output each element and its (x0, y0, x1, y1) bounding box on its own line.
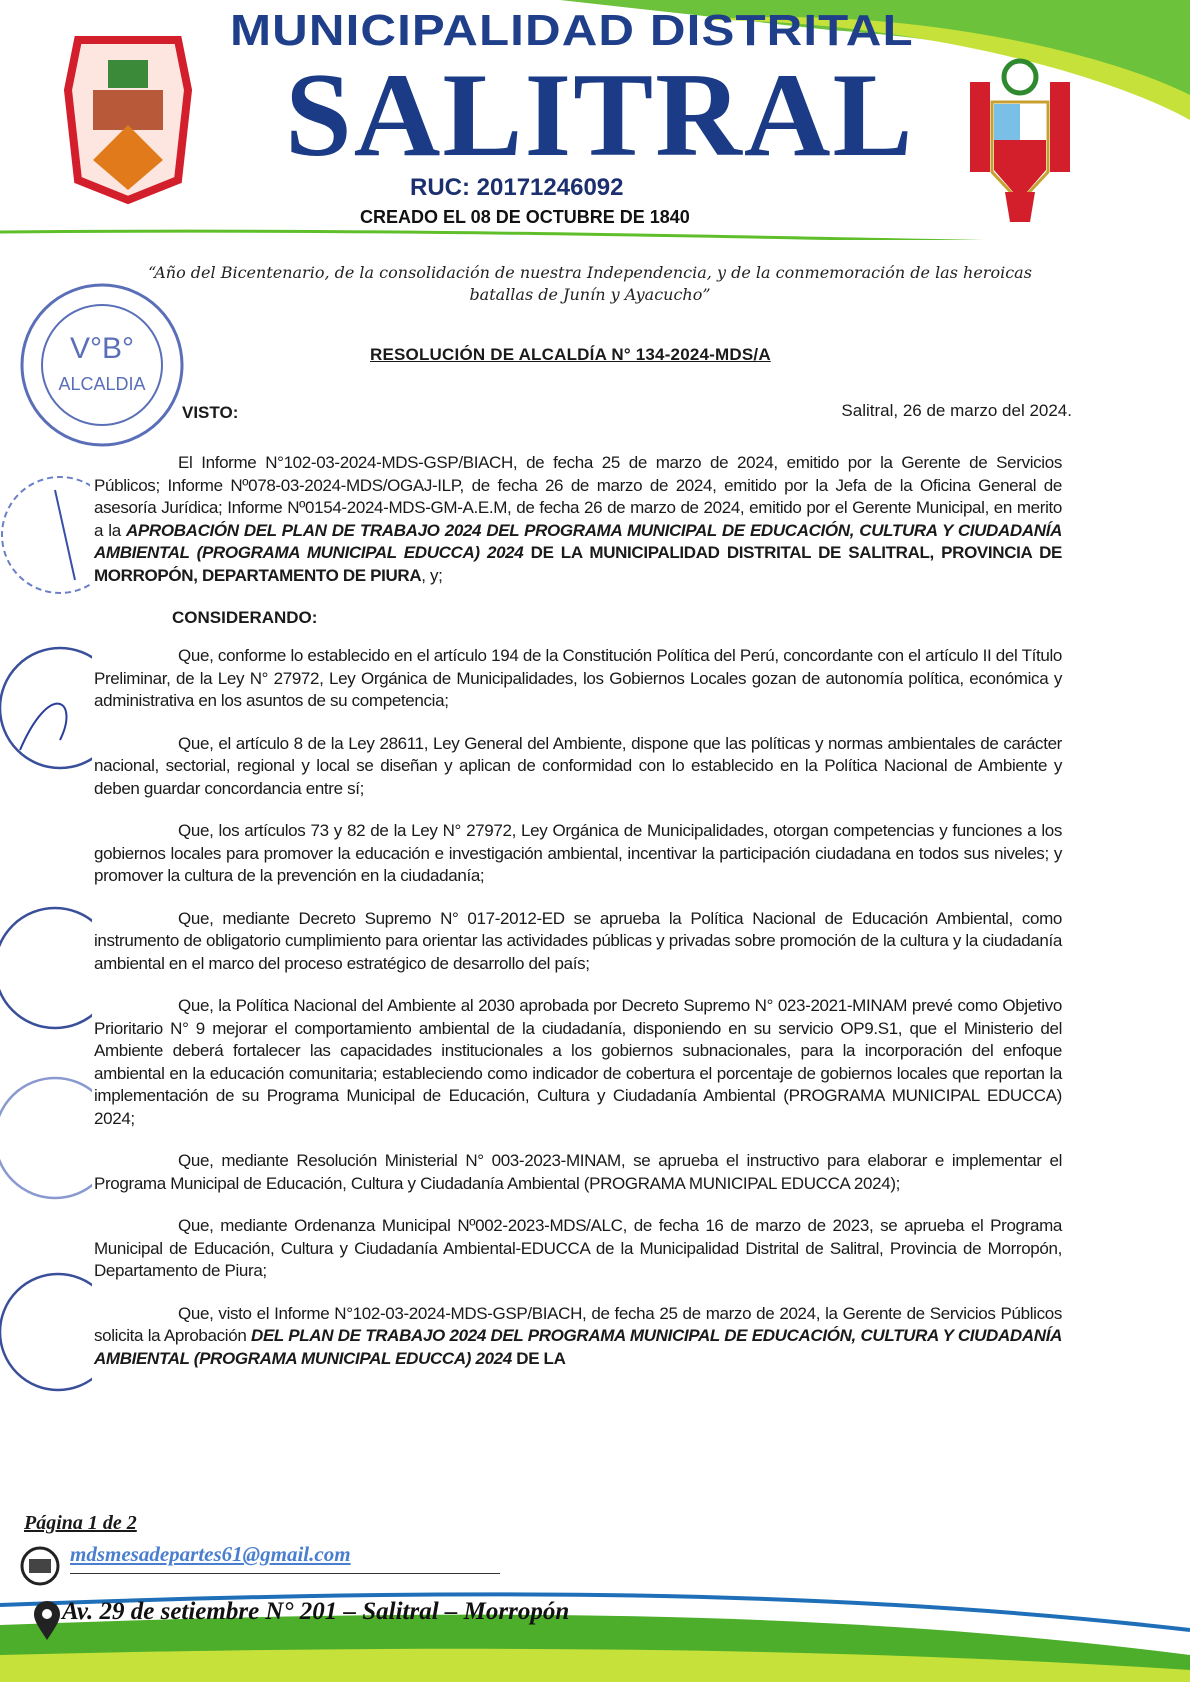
asesoria-juridica-stamp (0, 1070, 92, 1205)
considerando-paragraph: Que, conforme lo establecido en el artículo 194 de la Constitución Política del Perú, concordante con el artículo II del Título Preliminar, de la Ley N° 27972, Ley Orgánica de Municipalidades, los Gobiernos Locales gozan de autonomía política, económica y administrativa en los asuntos de su competencia; (94, 646, 1062, 710)
considerando-paragraph: Que, la Política Nacional del Ambiente al 2030 aprobada por Decreto Supremo N° 023-2021-MINAM prevé como Objetivo Prioritario N° 9 mejorar el comportamiento ambiental de la ciudadanía, disponiendo en su servicio OP9.S1, que el Ministerio del Ambiente deberá fortalecer las capacidades institucionales a los gobiernos subnacionales, para la incorporación del enfoque ambiental en la educación comunitaria; estableciendo como indicador de cobertura el porcentaje de gobiernos locales que reportan la implementación de su Programa Municipal de Educación, Cultura y Ciudadanía Ambiental (PROGRAMA MUNICIPAL EDUCCA) 2024; (94, 996, 1062, 1128)
secretaria-general-stamp (0, 1270, 92, 1400)
peru-coat-of-arms-logo (960, 52, 1080, 227)
considerando-paragraph: Que, mediante Decreto Supremo N° 017-2012-ED se aprueba la Política Nacional de Educación Ambiental, como instrumento de obligatorio cumplimiento para orientar las actividades públicas y privadas sobre promoción de la cultura y la ciudadanía ambiental en el marco del proceso estratégico de desarrollo del país; (94, 908, 1062, 973)
resolution-title: RESOLUCIÓN DE ALCALDÍA N° 134-2024-MDS/A (370, 345, 771, 364)
planeamiento-stamp (0, 900, 92, 1035)
considerando-label: CONSIDERANDO: (172, 608, 318, 627)
location-pin-icon (32, 1600, 62, 1642)
footer-address: Av. 29 de setiembre N° 201 – Salitral – Morropón (62, 1598, 570, 1625)
svg-text:ALCALDIA: ALCALDIA (58, 374, 146, 394)
year-motto: “Año del Bicentenario, de la consolidación de nuestra Independencia, y de la conmemoración de las heroicas batallas de Junín y Ayacucho” (148, 263, 1032, 304)
ruc-number: RUC: 20171246092 (410, 174, 624, 201)
org-line: MUNICIPALIDAD DISTRITAL (230, 6, 914, 55)
considerando-paragraph: Que, mediante Ordenanza Municipal Nº002-2023-MDS/ALC, de fecha 16 de marzo de 2023, se aprueba el Programa Municipal de Educación, Cultura y Ciudadanía Ambiental-EDUCCA de la Municipalidad Distrital de Salitral, Provincia de Morropón, Departamento de Piura; (94, 1216, 1062, 1280)
considerando-paragraph: Que, visto el Informe N°102-03-2024-MDS-GSP/BIACH, de fecha 25 de marzo de 2024, la Gerente de Servicios Públicos solicita la Aprobación DEL PLAN DE TRABAJO 2024 DEL PROGRAMA MUNICIPAL DE EDUCACIÓN, CULTURA Y CIUDADANÍA AMBIENTAL (PROGRAMA MUNICIPAL EDUCCA) 2024 DE LA (94, 1303, 1062, 1368)
alcaldia-stamp (15, 280, 190, 450)
visto-label: VISTO: (182, 403, 239, 422)
resolution-date: Salitral, 26 de marzo del 2024. (841, 401, 1072, 420)
resolution-body (94, 452, 1062, 1390)
divider (70, 1573, 500, 1574)
footer-email[interactable]: mdsmesadepartes61@gmail.com (70, 1542, 351, 1566)
considerando-paragraph: Que, mediante Resolución Ministerial N° 003-2023-MINAM, se aprueba el instructivo para elaborar e implementar el Programa Municipal de Educación, Cultura y Ciudadanía Ambiental (PROGRAMA MUNICIPAL EDUCCA 2024); (94, 1151, 1062, 1193)
visto-paragraph: El Informe N°102-03-2024-MDS-GSP/BIACH, de fecha 25 de marzo de 2024, emitido por la Gerente de Servicios Públicos; Informe Nº078-03-2024-MDS/OGAJ-ILP, de fecha 26 de marzo de 2024, emitido por la Jefa de la Oficina General de asesoría Jurídica; Informe Nº0154-2024-MDS-GM-A.E.M, de fecha 26 de marzo de 2024, emitido por el Gerente Municipal, en merito a la APROBACIÓN DEL PLAN DE TRABAJO 2024 DEL PROGRAMA MUNICIPAL DE EDUCACIÓN, CULTURA Y CIUDADANÍA AMBIENTAL (PROGRAMA MUNICIPAL EDUCCA) 2024 DE LA MUNICIPALIDAD DISTRITAL DE SALITRAL, PROVINCIA DE MORROPÓN, DEPARTAMENTO DE PIURA, y; (94, 453, 1062, 585)
considerando-paragraph: Que, los artículos 73 y 82 de la Ley N° 27972, Ley Orgánica de Municipalidades, otorgan competencias y funciones a los gobiernos locales para promover la educación e investigación ambiental, incentivar la participación ciudadana en todos sus niveles; y promover la cultura de la prevención en la ciudadanía; (94, 821, 1062, 885)
municipal-coat-of-arms-logo (58, 30, 198, 205)
gerencia-municipal-stamp (0, 470, 90, 600)
page-number: Página 1 de 2 (24, 1512, 137, 1534)
email-icon (18, 1546, 64, 1586)
founded-date: CREADO EL 08 DE OCTUBRE DE 1840 (360, 207, 690, 227)
svg-text:V°B°: V°B° (69, 332, 135, 365)
considerando-paragraph: Que, el artículo 8 de la Ley 28611, Ley General del Ambiente, dispone que las políticas y normas ambientales de carácter nacional, sectorial, regional y local se diseñan y aplican de conformidad con lo establecido en la Política Nacional de Ambiente y deben guardar concordancia entre sí; (94, 733, 1062, 798)
municipality-name: SALITRAL (285, 48, 915, 181)
gerencia-servicios-stamp (0, 640, 92, 775)
